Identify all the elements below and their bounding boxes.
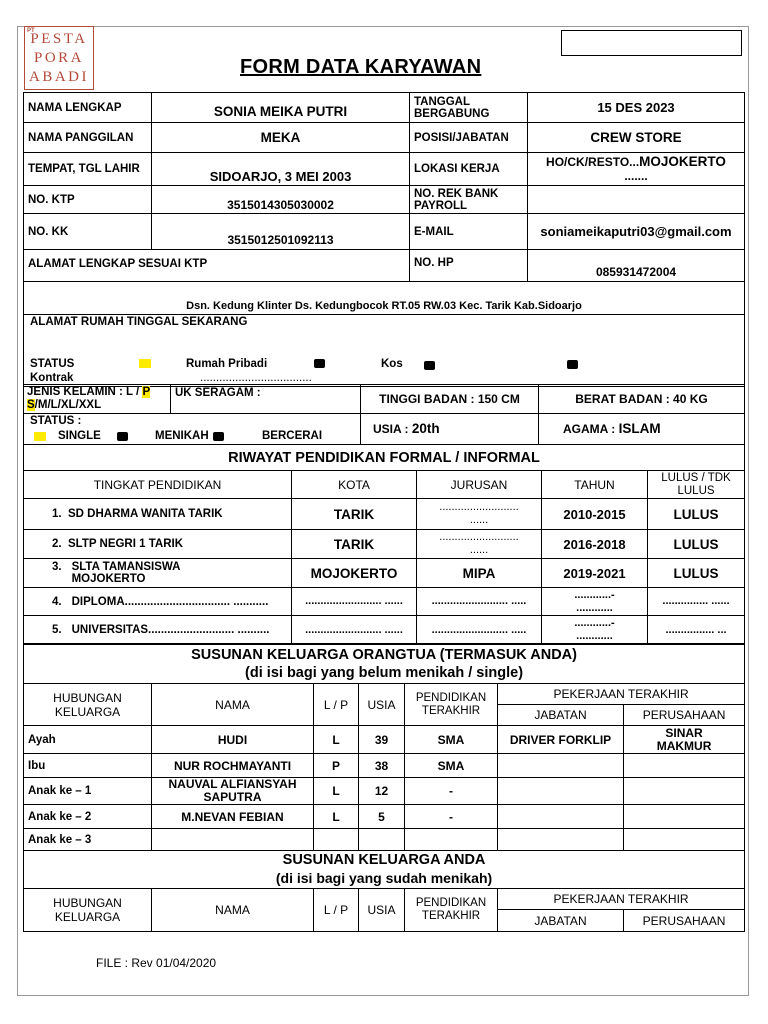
pendidikan-tahun[interactable]: ............- ............ (542, 616, 648, 645)
status-rumah-label: STATUS (30, 358, 75, 370)
ortu-header-lp: L / P (314, 684, 359, 726)
ortu-header-pekerjaan: PEKERJAAN TERAKHIR (498, 684, 745, 705)
pendidikan-kota[interactable]: TARIK (292, 499, 417, 530)
nama-panggilan-label: NAMA PANGGILAN (24, 123, 152, 153)
anda-header-perusahaan: PERUSAHAAN (624, 910, 745, 932)
ortu-usia[interactable]: 39 (359, 726, 405, 754)
pendidikan-tahun[interactable]: ............- ............ (542, 588, 648, 616)
email-value[interactable]: soniameikaputri03@gmail.com (528, 214, 745, 250)
nama-lengkap-label: NAMA LENGKAP (24, 93, 152, 123)
pendidikan-tingkat[interactable]: 2. SLTP NEGRI 1 TARIK (24, 530, 292, 559)
ortu-header-pendidikan: PENDIDIKAN TERAKHIR (405, 684, 498, 726)
ortu-lp[interactable]: L (314, 778, 359, 805)
alamat-ktp-label: ALAMAT LENGKAP SESUAI KTP (24, 250, 410, 282)
pendidikan-lulus[interactable]: ............... ...... (648, 588, 745, 616)
ttl-label: TEMPAT, TGL LAHIR (24, 153, 152, 186)
nama-panggilan-value[interactable]: MEKA (152, 123, 410, 153)
ortu-jabatan[interactable]: DRIVER FORKLIP (498, 726, 624, 754)
ortu-header-hubungan: HUBUNGAN KELUARGA (24, 684, 152, 726)
ortu-jabatan[interactable] (498, 829, 624, 851)
keluarga-ortu-title: SUSUNAN KELUARGA ORANGTUA (TERMASUK ANDA) (di isi bagi yang belum menikah / single) (24, 644, 745, 684)
ortu-pendidikan[interactable]: SMA (405, 726, 498, 754)
pendidikan-row (24, 559, 745, 588)
pendidikan-jurusan[interactable]: ......................... ..... (417, 588, 542, 616)
ortu-lp[interactable] (314, 829, 359, 851)
pendidikan-tahun[interactable]: 2016-2018 (542, 530, 648, 559)
pendidikan-table (23, 444, 745, 645)
ortu-header-usia: USIA (359, 684, 405, 726)
anda-header-pekerjaan: PEKERJAAN TERAKHIR (498, 889, 745, 910)
pendidikan-tingkat[interactable]: 4. DIPLOMA................................. ........... (24, 588, 292, 616)
ortu-nama[interactable] (152, 829, 314, 851)
ortu-perusahaan[interactable] (624, 805, 745, 829)
pendidikan-header-tahun: TAHUN (542, 471, 648, 499)
anda-header-pendidikan: PENDIDIKAN TERAKHIR (405, 889, 498, 932)
anda-header-lp: L / P (314, 889, 359, 932)
ortu-lp[interactable]: L (314, 726, 359, 754)
ortu-row (24, 726, 745, 754)
ortu-usia[interactable]: 5 (359, 805, 405, 829)
ortu-pendidikan[interactable]: SMA (405, 754, 498, 778)
tanggal-bergabung-value[interactable]: 15 DES 2023 (528, 93, 745, 123)
ortu-row (24, 754, 745, 778)
tanggal-bergabung-label: TANGGAL BERGABUNG (410, 93, 528, 123)
ktp-value[interactable]: 3515014305030002 (152, 186, 410, 214)
ortu-perusahaan[interactable]: SINAR MAKMUR (624, 726, 745, 754)
kk-value[interactable]: 3515012501092113 (152, 214, 410, 250)
pendidikan-header-lulus: LULUS / TDK LULUS (648, 471, 745, 499)
ortu-pendidikan[interactable] (405, 829, 498, 851)
pendidikan-tahun[interactable]: 2019-2021 (542, 559, 648, 588)
pendidikan-kota[interactable]: ......................... ...... (292, 616, 417, 645)
ortu-nama[interactable]: M.NEVAN FEBIAN (152, 805, 314, 829)
status-nikah-cell (24, 414, 361, 445)
menikah-label: MENIKAH (155, 430, 209, 442)
single-label: SINGLE (58, 430, 101, 442)
kos-label: Kos (381, 358, 403, 370)
ortu-hubungan: Ibu (24, 754, 152, 778)
ortu-hubungan: Ayah (24, 726, 152, 754)
anda-header-usia: USIA (359, 889, 405, 932)
single-checkbox[interactable] (34, 432, 46, 441)
physical-data-table (23, 384, 745, 445)
ortu-usia[interactable] (359, 829, 405, 851)
anda-header-jabatan: JABATAN (498, 910, 624, 932)
posisi-value[interactable]: CREW STORE (528, 123, 745, 153)
pendidikan-row (24, 530, 745, 559)
ortu-pendidikan[interactable]: - (405, 778, 498, 805)
pendidikan-header-kota: KOTA (292, 471, 417, 499)
ortu-perusahaan[interactable] (624, 778, 745, 805)
ortu-hubungan: Anak ke – 3 (24, 829, 152, 851)
pendidikan-tingkat[interactable]: 1. SD DHARMA WANITA TARIK (24, 499, 292, 530)
pendidikan-lulus[interactable]: LULUS (648, 530, 745, 559)
pendidikan-tahun[interactable]: 2010-2015 (542, 499, 648, 530)
lokasi-kerja-value[interactable]: HO/CK/RESTO...MOJOKERTO ....... (528, 153, 745, 186)
ktp-label: NO. KTP (24, 186, 152, 214)
pendidikan-kota[interactable]: TARIK (292, 530, 417, 559)
company-logo: PT PESTA PORA ABADI (24, 26, 94, 90)
rek-label: NO. REK BANK PAYROLL (410, 186, 528, 214)
ortu-usia[interactable]: 38 (359, 754, 405, 778)
bercerai-label: BERCERAI (262, 430, 323, 442)
ortu-perusahaan[interactable] (624, 754, 745, 778)
ortu-header-jabatan: JABATAN (498, 705, 624, 726)
ortu-perusahaan[interactable] (624, 829, 745, 851)
berat-badan-cell[interactable]: BERAT BADAN : 40 KG (539, 385, 745, 414)
pendidikan-row (24, 616, 745, 645)
jenis-kelamin-cell[interactable]: JENIS KELAMIN : L / P S/M/L/XL/XXL (24, 385, 171, 414)
pendidikan-tingkat[interactable]: 3. SLTA TAMANSISWA MOJOKERTO (24, 559, 292, 588)
pendidikan-jurusan[interactable]: .......................... ...... (417, 499, 542, 530)
status-checkbox-highlight[interactable] (139, 359, 151, 368)
ortu-nama[interactable]: NUR ROCHMAYANTI (152, 754, 314, 778)
ortu-nama[interactable]: HUDI (152, 726, 314, 754)
pendidikan-row (24, 588, 745, 616)
ortu-row (24, 829, 745, 851)
form-code-box[interactable] (561, 30, 742, 56)
rek-value[interactable] (528, 186, 745, 214)
keluarga-anda-title: SUSUNAN KELUARGA ANDA (di isi bagi yang sudah menikah) (24, 851, 745, 889)
pendidikan-jurusan[interactable]: .......................... ...... (417, 530, 542, 559)
ortu-pendidikan[interactable]: - (405, 805, 498, 829)
posisi-label: POSISI/JABATAN (410, 123, 528, 153)
ortu-header-nama: NAMA (152, 684, 314, 726)
pendidikan-header-tingkat: TINGKAT PENDIDIKAN (24, 471, 292, 499)
email-label: E-MAIL (410, 214, 528, 250)
ortu-nama[interactable]: NAUVAL ALFIANSYAH SAPUTRA (152, 778, 314, 805)
anda-header-hubungan: HUBUNGAN KELUARGA (24, 889, 152, 932)
kontrak-label: Kontrak (30, 372, 74, 384)
lokasi-kerja-label: LOKASI KERJA (410, 153, 528, 186)
bercerai-checkbox[interactable] (213, 432, 224, 441)
form-title: FORM DATA KARYAWAN (240, 56, 482, 78)
pendidikan-lulus[interactable]: ................ ... (648, 616, 745, 645)
agama-cell[interactable]: AGAMA : ISLAM (539, 414, 745, 445)
pendidikan-lulus[interactable]: LULUS (648, 499, 745, 530)
pendidikan-row (24, 499, 745, 530)
usia-cell[interactable]: USIA : 20th (361, 414, 539, 445)
ortu-jabatan[interactable] (498, 805, 624, 829)
uk-seragam-cell[interactable]: UK SERAGAM : (171, 385, 361, 414)
alamat-rumah-label: ALAMAT RUMAH TINGGAL SEKARANG (30, 316, 248, 328)
pendidikan-kota[interactable]: MOJOKERTO (292, 559, 417, 588)
status-nikah-label: STATUS : (30, 415, 82, 427)
pendidikan-jurusan[interactable]: MIPA (417, 559, 542, 588)
ortu-jabatan[interactable] (498, 778, 624, 805)
keluarga-anda-table (23, 850, 745, 932)
ortu-row (24, 778, 745, 805)
ortu-lp[interactable]: L (314, 805, 359, 829)
rumah-pribadi-label: Rumah Pribadi (186, 358, 268, 370)
file-revision: FILE : Rev 01/04/2020 (96, 956, 217, 970)
pendidikan-lulus[interactable]: LULUS (648, 559, 745, 588)
pendidikan-title: RIWAYAT PENDIDIKAN FORMAL / INFORMAL (24, 445, 745, 471)
kontrak-dots: ................................... (200, 372, 312, 384)
kontrak-checkbox[interactable] (567, 360, 578, 369)
ortu-header-perusahaan: PERUSAHAAN (624, 705, 745, 726)
pendidikan-tingkat[interactable]: 5. UNIVERSITAS........................... .......... (24, 616, 292, 645)
ortu-row (24, 805, 745, 829)
kos-checkbox[interactable] (424, 361, 435, 370)
pendidikan-kota[interactable]: ......................... ...... (292, 588, 417, 616)
keluarga-ortu-table (23, 643, 745, 851)
ortu-hubungan: Anak ke – 2 (24, 805, 152, 829)
alamat-rumah-cell (24, 315, 745, 387)
kk-label: NO. KK (24, 214, 152, 250)
ttl-value[interactable]: SIDOARJO, 3 MEI 2003 (152, 153, 410, 186)
nama-lengkap-value[interactable]: SONIA MEIKA PUTRI (152, 93, 410, 123)
pendidikan-jurusan[interactable]: ......................... ..... (417, 616, 542, 645)
hp-label: NO. HP (410, 250, 528, 282)
rumah-pribadi-checkbox[interactable] (314, 359, 325, 368)
ortu-lp[interactable]: P (314, 754, 359, 778)
pendidikan-header-jurusan: JURUSAN (417, 471, 542, 499)
hp-value[interactable]: 085931472004 (528, 250, 745, 282)
ortu-usia[interactable]: 12 (359, 778, 405, 805)
tinggi-badan-cell[interactable]: TINGGI BADAN : 150 CM (361, 385, 539, 414)
ortu-hubungan: Anak ke – 1 (24, 778, 152, 805)
menikah-checkbox[interactable] (117, 432, 128, 441)
anda-header-nama: NAMA (152, 889, 314, 932)
personal-data-table (23, 92, 745, 387)
ortu-jabatan[interactable] (498, 754, 624, 778)
alamat-ktp-value[interactable]: Dsn. Kedung Klinter Ds. Kedungbocok RT.05 RW.03 Kec. Tarik Kab.Sidoarjo (24, 282, 745, 315)
